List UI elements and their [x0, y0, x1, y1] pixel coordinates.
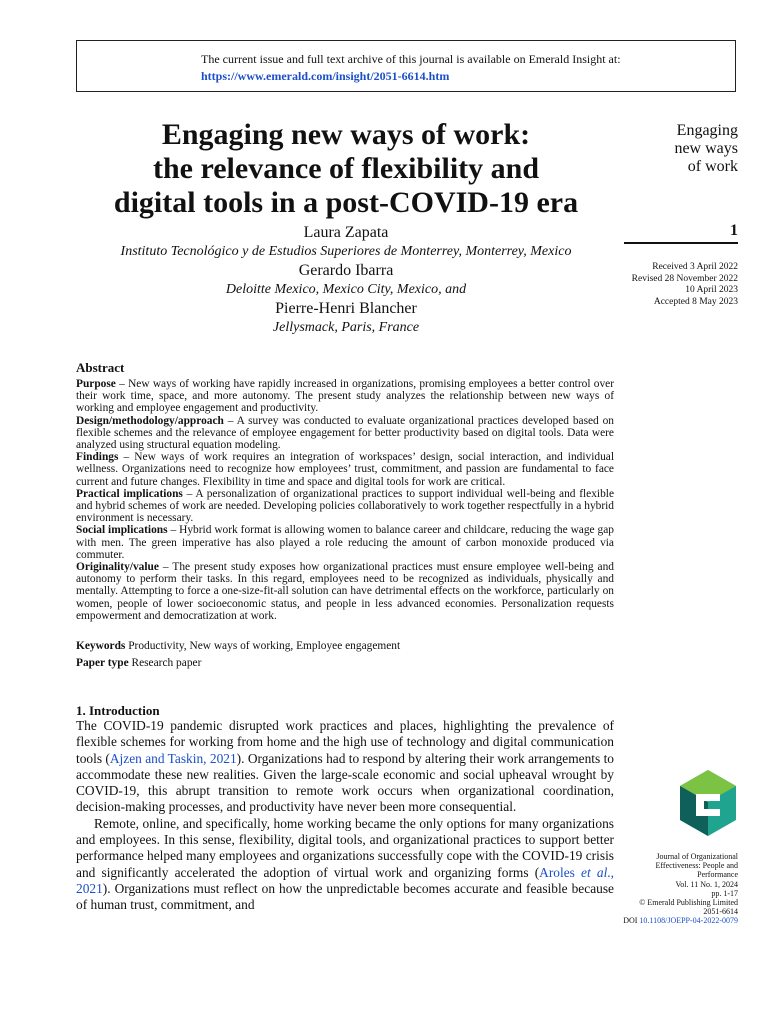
paper-type-label: Paper type — [76, 657, 129, 669]
introduction-heading: 1. Introduction — [76, 703, 160, 718]
author-name: Pierre-Henri Blancher — [275, 300, 417, 317]
author-affiliation: Deloitte Mexico, Mexico City, Mexico, and — [225, 282, 467, 297]
citation-part: et al — [581, 864, 608, 880]
citation-part: ., 2021 — [76, 864, 614, 896]
section-label: Social implications — [76, 524, 168, 537]
paragraph-text: Remote, online, and specifically, home working became the only options for many organizations and employees. In this sense, flexibility, digital tools, and organizational practices to support better performance helped many employees and organizations successfully cope with the COVID-19 crisis and significantly accelerated the adoption of virtual work and organizing forms ( — [76, 815, 614, 880]
journal-copyright: © Emerald Publishing Limited — [639, 898, 738, 908]
page-number: 1 — [730, 222, 738, 239]
section-label: Design/methodology/approach — [76, 414, 224, 427]
section-label: Originality/value — [76, 561, 159, 574]
revised-date: 10 April 2023 — [685, 285, 738, 295]
section-text: – New ways of working have rapidly increased in organizations, promising employees a better control over their work time, space, and more autonomy. The present study analyzes the relationship between new ways of working and employee engagement and productivity. — [76, 378, 614, 415]
paragraph — [76, 718, 614, 816]
title-line-3: digital tools in a post-COVID-19 era — [113, 186, 579, 219]
author-name: Laura Zapata — [303, 224, 389, 241]
abstract-originality — [76, 561, 614, 622]
section-text: – The present study exposes how organizational practices must ensure employee well-being and autonomy to perform their tasks. In this regard, employees need to be recognized as individuals, physically and mentally. Attempting to force a one-size-fit-all solution can have detrimental effects on the workforce, particularly on women, people of lower socioeconomic status, and people in less advanced economies. Personalization requests empowerment and democratization at work. — [76, 561, 614, 622]
abstract-practical — [76, 488, 614, 525]
keywords-label: Keywords — [76, 640, 126, 652]
revised-date: Revised 28 November 2022 — [631, 273, 738, 284]
journal-volume: Vol. 11 No. 1, 2024 — [675, 879, 738, 889]
accepted-date: Accepted 8 May 2023 — [653, 296, 738, 307]
paragraph — [76, 816, 614, 914]
running-title-line: new ways — [674, 140, 738, 157]
article-title — [76, 118, 616, 220]
citation-part: Aroles — [539, 864, 582, 880]
journal-issn: 2051-6614 — [703, 907, 738, 917]
section-label: Findings — [76, 451, 119, 464]
journal-pages: pp. 1-17 — [711, 888, 738, 898]
abstract-social — [76, 524, 614, 561]
running-title — [624, 122, 738, 176]
introduction-body — [76, 718, 614, 914]
section-text: – A survey was conducted to evaluate organizational practices developed based on flexible schemes and the relevance of employee engagement for better productivity based on digital tools. Data were analyzed using structural equation modeling. — [76, 414, 614, 452]
abstract-design — [76, 415, 614, 452]
section-text: – A personalization of organizational practices to support individual well-being and flexible and hybrid schemes of work are needed. Developing policies collaboratively to work together respectfully in a hybrid environment is necessary. — [76, 487, 615, 525]
journal-doi — [620, 916, 738, 925]
running-title-line: Engaging — [676, 122, 738, 139]
banner-text: The current issue and full text archive of this journal is available on Emerald Insight at: — [201, 52, 621, 66]
emerald-logo-icon — [678, 768, 738, 838]
abstract-purpose — [76, 378, 614, 415]
side-divider — [624, 242, 738, 244]
doi-link[interactable]: 10.1108/JOEPP-04-2022-0079 — [639, 916, 738, 926]
journal-availability-banner — [76, 40, 736, 92]
abstract-body — [76, 378, 614, 622]
abstract-heading: Abstract — [76, 360, 125, 375]
paper-type — [76, 657, 614, 669]
keywords — [76, 640, 614, 652]
journal-info — [620, 852, 738, 926]
banner-url-link[interactable]: https://www.emerald.com/insight/2051-6614.htm — [201, 69, 450, 83]
title-line-1: Engaging new ways of work: — [161, 118, 531, 151]
journal-name: Effectiveness: People and — [655, 861, 738, 871]
section-text: – New ways of work requires an integration of workspaces’ design, social interaction, and individual wellness. Organizations need to recognize how employees’ trust, commitment, and passion are fundamental to face current and future changes. Flexibility in time and space and digital tools for work are critical. — [76, 451, 614, 488]
paragraph-text: The COVID-19 pandemic disrupted work practices and places, highlighting the prevalence of flexible schemes for working from home and the high use of technology and digital communication tools ( — [76, 718, 614, 766]
author-name: Gerardo Ibarra — [298, 262, 394, 279]
history-dates — [620, 262, 738, 308]
doi-label: DOI — [623, 916, 640, 926]
received-date: Received 3 April 2022 — [652, 262, 738, 272]
keywords-text: Productivity, New ways of working, Employee engagement — [125, 640, 401, 652]
paragraph-text: ). Organizations had to respond by altering their work arrangements to accommodate these new realities. Given the large-scale economic and social upheaval wrought by COVID-19, this abrupt transition to remote work occurs when organizational coordination, decision-making processes, and productivity have never been more consequential. — [76, 750, 615, 815]
journal-name: Performance — [697, 870, 738, 880]
paragraph-text: ). Organizations must reflect on how the unpredictable becomes accurate and feasible because of human trust, commitment, and — [76, 880, 614, 913]
title-line-2: the relevance of flexibility and — [152, 152, 540, 185]
section-label: Purpose — [76, 378, 116, 390]
journal-name: Journal of Organizational — [656, 852, 738, 861]
paper-type-text: Research paper — [128, 657, 202, 669]
author-affiliation: Instituto Tecnológico y de Estudios Superiores de Monterrey, Monterrey, Mexico — [120, 244, 572, 259]
running-title-line: of work — [687, 158, 738, 175]
author-affiliation: Jellysmack, Paris, France — [272, 320, 420, 335]
section-text: – Hybrid work format is allowing women to balance career and childcare, reducing the wage gap with men. The green imperative has also played a role reducing the amount of carbon monoxide produced via commuter. — [76, 524, 615, 561]
abstract-findings — [76, 451, 614, 488]
citation-link[interactable]: Ajzen and Taskin, 2021 — [109, 750, 237, 766]
section-label: Practical implications — [76, 487, 183, 500]
